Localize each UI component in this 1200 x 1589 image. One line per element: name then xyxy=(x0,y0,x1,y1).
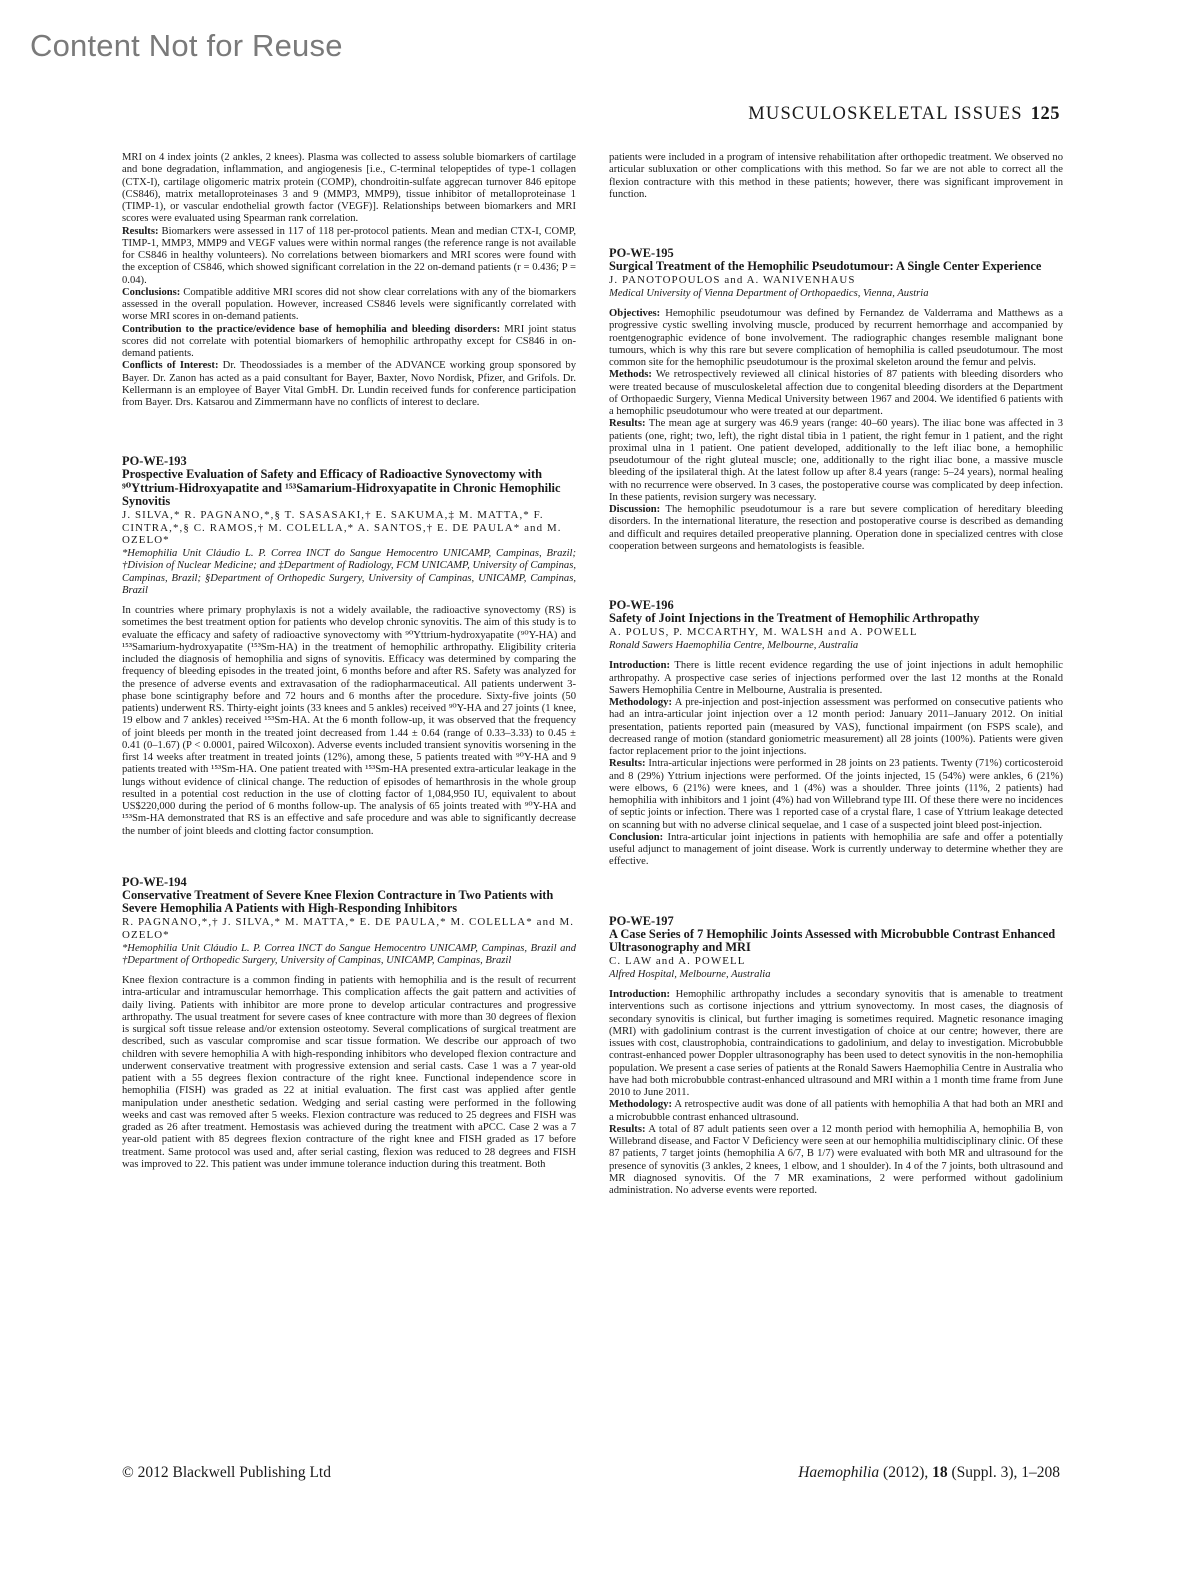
section-paragraph xyxy=(609,504,1063,553)
section-text: The mean age at surgery was 46.9 years (range: 40–60 years). The iliac bone was affected in 3 patients (one, right; two, left), the right distal tibia in 1 patient, the right femur in 1 patient, and the right proximal ulna in 1 patient. One patient developed, additionally to the left iliac bone, a hemophilic pseudotumour of the right gluteal muscle; one, additionally to the right iliac bone, a massive muscle bleeding of the ipsilateral thigh. At the latest follow up after 8.4 years (range: 5–24 years), normal healing with no recurrence were observed. In 3 cases, the postoperative course was complicated by deep infection. In these patients, revision surgery was necessary. xyxy=(609,418,1063,503)
abstract-title: Safety of Joint Injections in the Treatment of Hemophilic Arthropathy xyxy=(609,611,980,626)
watermark: Content Not for Reuse xyxy=(30,28,343,63)
section-text: Hemophilic pseudotumour was defined by Fernandez de Valderrama and Matthews as a progressive cystic swelling involving muscle, produced by recurrent hemorrhage and accompanied by roentgenographic evidence of bone involvement. The radiographic changes resemble malignant bone tumours, which is why this rare but severe complication of hemophilia is called pseudotumour. The most common site for the hemophilic pseudotumour is the proximal skeleton around the femur and pelvis. xyxy=(609,308,1063,369)
abstract-po-we-196 xyxy=(609,598,1063,868)
abstract-affiliation: Medical University of Vienna Department of Orthopaedics, Vienna, Austria xyxy=(609,287,929,299)
section-paragraph xyxy=(122,287,576,324)
section-label: Conflicts of Interest: xyxy=(122,360,219,372)
section-label: Results: xyxy=(609,418,646,430)
section-paragraph xyxy=(609,1099,1063,1124)
journal-citation xyxy=(798,1464,1060,1482)
section-text: Dr. Theodossiades is a member of the ADVANCE working group sponsored by Bayer. Dr. Zanon has acted as a paid consultant for Bayer, Baxter, Novo Nordisk, Pfizer, and Grifols. Dr. Kellermann is an employee of Bayer Vital GmbH. Dr. Lundin received funds for conference participation from Bayer. Drs. Katsarou and Zimmermann have no conflicts of interest to declare. xyxy=(122,360,576,408)
section-text: We retrospectively reviewed all clinical histories of 87 patients with bleeding disorders who were treated because of musculoskeletal affection due to congenital bleeding disorders at the Department of Orthopaedic Surgery, Vienna Medical University between 1967 and 2004. We identified 6 patients with a hemophilic pseudotumour who were treated at our department. xyxy=(609,369,1063,418)
abstract-po-we-197 xyxy=(609,914,1063,1198)
section-label: Discussion: xyxy=(609,504,661,516)
section-label: Methodology: xyxy=(609,697,672,709)
copyright: © 2012 Blackwell Publishing Ltd xyxy=(122,1464,331,1481)
abstract-affiliation: *Hemophilia Unit Cláudio L. P. Correa INCT do Sangue Hemocentro UNICAMP, Campinas, Brazil and †Department of Orthopedic Surgery, University of Campinas, UNICAMP, Campinas, Brazil xyxy=(122,942,576,966)
section-label: Objectives: xyxy=(609,308,661,320)
abstract-po-we-193 xyxy=(122,454,576,838)
continued-text: MRI on 4 index joints (2 ankles, 2 knees). Plasma was collected to assess soluble biomarkers of cartilage and bone degradation, inflammation, and angiogenesis [i.e., C-terminal telopeptides of type-1 collagen (CTX-I), cartilage oligomeric matrix protein (COMP), chondroitin-sulfate aggrecan turnover 846 epitope (CS846), matrix metalloproteinases 3 and 9 (MMP3, MMP9), tissue inhibitor of metalloproteinase 1 (TIMP-1), or vascular endothelial growth factor (VEGF)]. Relationships between biomarkers and MRI scores were evaluated using Spearman rank correlation. xyxy=(122,152,576,225)
section-paragraph xyxy=(609,697,1063,758)
section-text: The hemophilic pseudotumour is a rare but severe complication of hereditary bleeding disorders. In the international literature, the resection and postoperative course is described as demanding and difficult and requires detailed preoperative planning. Operation done in specialized centres with close cooperation between surgeons and hematologists is feasible. xyxy=(609,504,1063,552)
section-text: A retrospective audit was done of all patients with hemophilia A that had both an MRI and a microbubble contrast enhanced ultrasound. xyxy=(609,1099,1063,1123)
abstract-body: Knee flexion contracture is a common finding in patients with hemophilia and is the result of recurrent intra-articular and intramuscular hemorrhage. This complication affects the gait pattern and activities of daily living. Patients with inhibitor are more prone to develop articular contractures and progressive arthropathy. The usual treatment for severe cases of knee contracture with more than 30 degrees of flexion is surgical soft tissue release and/or extension osteotomy. Several complications of surgical treatment are described, such as vascular compromise and scar tissue formation. We describe our approach of two children with severe hemophilia A with high-responding inhibitors who developed flexion contracture and underwent conservative treatment with progressive extension and serial casts. Case 1 was a 7 year-old patient with a 55 degrees flexion contracture of the right knee. Functional independence score in hemophilia (FISH) was graded as 22 at initial evaluation. The first cast was applied after gentle manipulation under anesthetic sedation. Wedging and serial casting were performed in the following weeks and cast was removed after 5 weeks. Flexion contracture was reduced to 25 degrees and FISH was graded as 26 after treatment. Hemostasis was achieved during the treatment with aPCC. Case 2 was a 7 year-old patient with 85 degrees flexion contracture of the right knee and FISH graded as 17 before treatment. Same protocol was used and, after serial casting, flexion was reduced to 28 degrees and FISH was improved to 22. This patient was under immune tolerance induction during this treatment. Both xyxy=(122,975,576,1170)
section-text: There is little recent evidence regarding the use of joint injections in adult hemophilic arthropathy. A prospective case series of injections performed over the last 12 months at the Ronald Sawers Hemophilia Centre in Melbourne, Australia is presented. xyxy=(609,660,1063,696)
abstract-affiliation: *Hemophilia Unit Cláudio L. P. Correa INCT do Sangue Hemocentro UNICAMP, Campinas, Brazil; †Division of Nuclear Medicine; and ‡Department of Radiology, FCM UNICAMP, University of Campinas, Campinas, Brazil; §Department of Orthopedic Surgery, University of Campinas, UNICAMP, Campinas, Brazil xyxy=(122,547,576,596)
citation-pages: (Suppl. 3), 1–208 xyxy=(947,1464,1060,1481)
running-head xyxy=(748,104,1060,125)
abstract-authors: R. PAGNANO,*,† J. SILVA,* M. MATTA,* E. DE PAULA,* M. COLELLA* and M. OZELO* xyxy=(122,916,575,942)
section-label: Results: xyxy=(609,1123,646,1135)
abstract-title: A Case Series of 7 Hemophilic Joints Assessed with Microbubble Contrast Enhanced Ultrasonography and MRI xyxy=(609,926,1056,954)
abstract-authors: A. POLUS, P. MCCARTHY, M. WALSH and A. POWELL xyxy=(609,626,918,639)
section-text: A pre-injection and post-injection assessment was performed on consecutive patients who had an intra-articular joint injection over a 12 month period: January 2011–January 2012. On initial presentation, patients reported pain (measured by VAS), functional impairment (on FSPS scale), and decreased range of motion (standard goniometric measurement) all 28 joints (100%). Patients were given factor replacement prior to the joint injections. xyxy=(609,697,1063,758)
section-paragraph xyxy=(609,1124,1063,1198)
section-label: Contribution to the practice/evidence base of hemophilia and bleeding disorders: xyxy=(122,323,501,335)
continued-text: patients were included in a program of intensive rehabilitation after orthopedic treatment. We observed no articular subluxation or other complications with this method. So far we are not able to correct all the flexion contracture with this method in these patients; however, there was significant improvement in function. xyxy=(609,152,1063,200)
section-text: MRI joint status scores did not correlate with potential biomarkers of hemophilic arthropathy except for CS846 in on-demand patients. xyxy=(122,323,576,359)
section-text: Intra-articular injections were performed in 28 joints on 23 patients. Twenty (71%) corticosteroid and 8 (29%) Yttrium injections were performed. Of the joints injected, 15 (54%) were ankles, 6 (21%) were elbows, 6 (21%) were knees, and 1 (4%) was a shoulder. Three joints (11%, 2 patients) had hemophilia with inhibitors and 1 joint (4%) had von Willebrand type III. Of these there were no incidences of septic joints or infection. There was 1 reported case of a crystal flare, 1 case of Yttrium leakage detected on scanning but with no adverse clinical sequelae, and 1 case of a suspected joint bleed post-injection. xyxy=(609,758,1063,831)
section-label: Introduction: xyxy=(609,989,671,1001)
abstract-id: PO-WE-194 xyxy=(122,874,187,889)
section-text: Intra-articular joint injections in patients with hemophilia are safe and offer a potentially useful adjunct to management of joint disease. Work is currently underway to determine whether they are effective. xyxy=(609,831,1063,868)
abstract-title: Prospective Evaluation of Safety and Efficacy of Radioactive Synovectomy with ⁹⁰Yttrium-Hidroxyapatite and ¹⁵³Samarium-Hidroxyapatite in Chronic Hemophilic Synovitis xyxy=(122,467,561,508)
abstract-authors: C. LAW and A. POWELL xyxy=(609,955,746,968)
abstract-po-we-195 xyxy=(609,246,1063,553)
abstract-affiliation: Alfred Hospital, Melbourne, Australia xyxy=(609,968,771,980)
abstract-po-we-194 xyxy=(122,875,576,1171)
section-paragraph xyxy=(122,324,576,361)
section-label: Results: xyxy=(609,758,646,770)
abstract-id: PO-WE-196 xyxy=(609,598,674,613)
section-paragraph xyxy=(609,832,1063,869)
abstract-title: Conservative Treatment of Severe Knee Flexion Contracture in Two Patients with Severe Hemophilia A Patients with High-Responding Inhibitors xyxy=(122,887,554,916)
section-paragraph xyxy=(609,758,1063,832)
abstract-id: PO-WE-195 xyxy=(609,246,674,260)
journal-name: Haemophilia xyxy=(798,1464,880,1481)
section-paragraph xyxy=(609,660,1063,697)
section-text: A total of 87 adult patients seen over a 12 month period with hemophilia A, hemophilia B, von Willebrand disease, and Factor V Deficiency were seen at our hemophilia multidisciplinary clinic. Of these 87 patients, 7 target joints (hemophilia A 6/7, B 1/7) were evaluated with both MR and ultrasound for the presence of synovitis (3 ankles, 2 knees, 1 elbow, and 1 shoulder). In 4 of the 7 joints, both ultrasound and MR diagnosed synovitis. Of the 7 MR examinations, 2 were performed without gadolinium administration. No adverse events were reported. xyxy=(609,1123,1063,1197)
section-paragraph xyxy=(122,226,576,287)
section-paragraph xyxy=(609,369,1063,418)
section-paragraph xyxy=(609,308,1063,369)
abstract-body: In countries where primary prophylaxis is not a widely available, the radioactive synovectomy (RS) is sometimes the best treatment option for patients who develop chronic synovitis. The aim of this study is to evaluate the efficacy and safety of radioactive synovectomy with ⁹⁰Yttrium-hydroxyapatite (⁹⁰Y-HA) and ¹⁵³Samarium-hydroxyapatite (¹⁵³Sm-HA) in the treatment of hemophilic arthropathy. Eligibility criteria included the diagnosis of hemophilia and signs of synovitis. Efficacy was determined by comparing the frequency of bleeding episodes in the treated joint, 6 months before and after RS. Safety was analyzed for the presence of adverse events and extravasation of the radiopharmaceutical. All patients underwent 3-phase bone scintigraphy before and 72 hours and 6 months after the procedure. Sixty-five joints (50 patients) underwent RS. Thirty-eight joints (33 knees and 5 ankles) received ⁹⁰Y-HA and 27 joints (1 knee, 19 elbow and 7 ankles) received ¹⁵³Sm-HA. At the 6 month follow-up, it was observed that the frequency of joint bleeds per month in the treated joint decreased from 1.44 ± 0.64 (range of 0.33–3.33) to 0.45 ± 0.41 (0–1.67) (P < 0.0001, paired Wilcoxon). Adverse events included transient synovitis worsening in the first 14 weeks after treatment in treated joints (12%), among these, 5 patients treated with ⁹⁰Y-HA and 9 patients treated with ¹⁵³Sm-HA. One patient treated with ¹⁵³Sm-HA presented extra-articular leakage in the lungs without evidence of clinical change. The reduction of episodes of hemarthrosis in the whole group resulted in a potential cost reduction in the use of clotting factor of 1,084,950 IU, equivalent to about US$220,000 during the period of 6 months follow-up. The analysis of 65 joints treated with ⁹⁰Y-HA and ¹⁵³Sm-HA demonstrated that RS is an effective and safe procedure and was able to significantly decrease the number of joint bleeds and clotting factor consumption. xyxy=(122,605,576,837)
section-text: Biomarkers were assessed in 117 of 118 per-protocol patients. Mean and median CTX-I, COMP, TIMP-1, MMP3, MMP9 and VEGF values were within normal ranges (the reference range is not available for CS846 in healthy volunteers). No correlations between biomarkers and MRI scores were found with the exception of CS846, which showed significant correlation in the 22 on-demand patients (r = 0.436; P = 0.04). xyxy=(122,225,576,286)
section-label: Conclusions: xyxy=(122,286,181,298)
section-label: Results: xyxy=(122,225,159,237)
section-text: Hemophilic arthropathy includes a secondary synovitis that is amenable to treatment interventions such as cortisone injections and yttrium synovectomy. In most cases, the diagnosis of secondary synovitis is clinical, but further imaging is sometimes required. Magnetic resonance imaging (MRI) with gadolinium contrast is the current investigation of choice at our centre; however, there are issues with cost, claustrophobia, contraindications to gadolinium, and delay to investigation. Microbubble contrast-enhanced power Doppler ultrasonography has been used to detect synovitis in the non-hemophilia population. We present a case series of patients at the Ronald Sawers Haemophilia Centre in Australia who have had both microbubble contrast-enhanced ultrasound and MRI within a 1 month time frame from June 2010 to June 2011. xyxy=(609,989,1063,1099)
abstract-id: PO-WE-193 xyxy=(122,454,187,469)
abstract-affiliation: Ronald Sawers Haemophilia Centre, Melbourne, Australia xyxy=(609,640,859,652)
left-column xyxy=(122,152,576,1171)
section-text: Compatible additive MRI scores did not show clear correlations with any of the biomarkers assessed in the overall population. However, increased CS846 levels were significantly correlated with worse MRI scores in on-demand patients. xyxy=(122,286,576,323)
section-label: Introduction: xyxy=(609,660,671,672)
page-number: 125 xyxy=(1030,104,1060,124)
citation-year: (2012), xyxy=(879,1464,933,1481)
section-label: Methods: xyxy=(609,369,652,381)
citation-volume: 18 xyxy=(932,1464,948,1481)
section-label: Conclusion: xyxy=(609,831,664,843)
abstract-authors: J. SILVA,* R. PAGNANO,*,§ T. SASASAKI,† E. SAKUMA,‡ M. MATTA,* F. CINTRA,*,§ C. RAMOS,† M. COLELLA,* A. SANTOS,† E. DE PAULA* and M. OZELO* xyxy=(122,509,562,547)
abstract-authors: J. PANOTOPOULOS and A. WANIVENHAUS xyxy=(609,274,856,287)
section-paragraph xyxy=(609,989,1063,1099)
section-paragraph xyxy=(122,360,576,409)
abstract-id: PO-WE-197 xyxy=(609,913,674,928)
abstract-title: Surgical Treatment of the Hemophilic Pseudotumour: A Single Center Experience xyxy=(609,259,1042,273)
section-paragraph xyxy=(609,418,1063,504)
section-title: MUSCULOSKELETAL ISSUES xyxy=(748,104,1023,124)
section-label: Methodology: xyxy=(609,1099,672,1111)
right-column xyxy=(609,152,1063,1197)
